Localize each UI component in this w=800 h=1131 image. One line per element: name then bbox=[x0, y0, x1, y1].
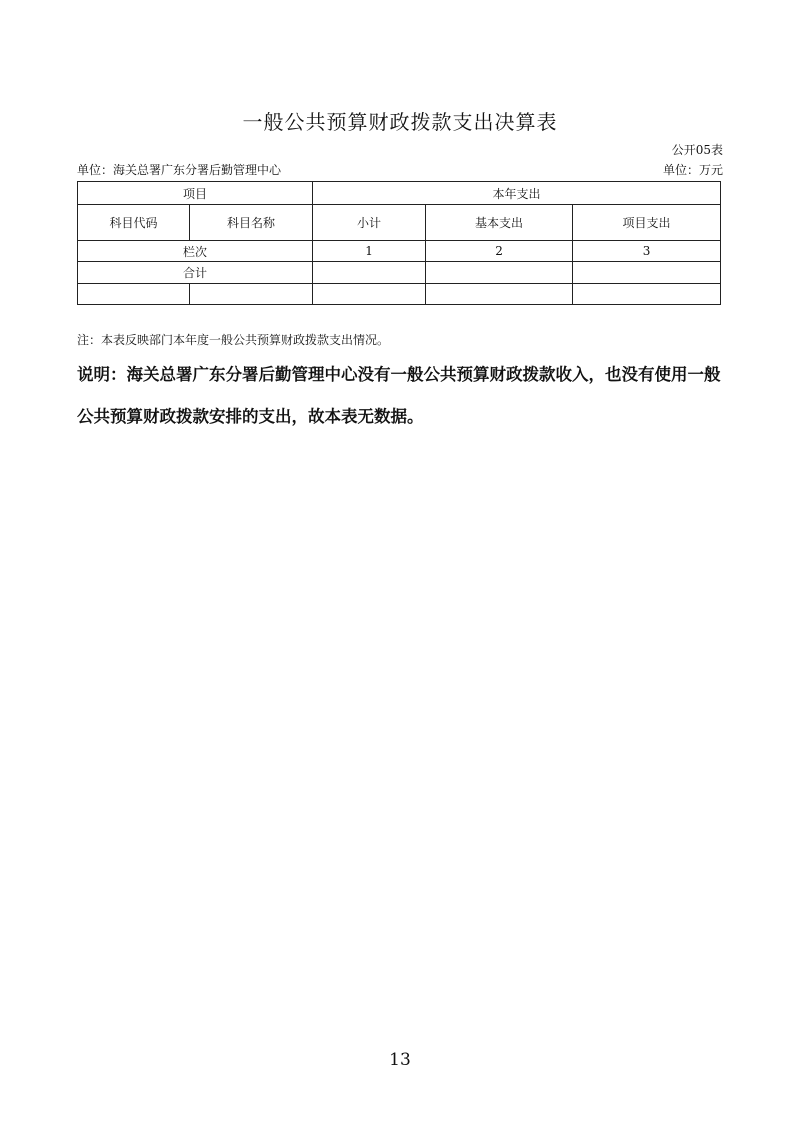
unit-row bbox=[77, 161, 723, 178]
table-subheader-row bbox=[78, 205, 721, 241]
total-subtotal-cell bbox=[313, 262, 426, 284]
page-number: 13 bbox=[389, 1050, 411, 1070]
index-3: 3 bbox=[573, 241, 721, 262]
table-note: 注：本表反映部门本年度一般公共预算财政拨款支出情况。 bbox=[77, 333, 390, 347]
index-2: 2 bbox=[426, 241, 573, 262]
table-row-blank bbox=[78, 284, 721, 305]
blank-basic-cell bbox=[426, 284, 573, 305]
unit-organization: 单位：海关总署广东分署后勤管理中心 bbox=[77, 163, 282, 177]
col-basic-expenditure: 基本支出 bbox=[426, 205, 573, 241]
description-text: 说明：海关总署广东分署后勤管理中心没有一般公共预算财政拨款收入，也没有使用一般公共预算财政拨款安排的支出，故本表无数据。 bbox=[77, 365, 721, 426]
blank-subtotal-cell bbox=[313, 284, 426, 305]
col-subject-code: 科目代码 bbox=[78, 205, 190, 241]
blank-code-cell bbox=[78, 284, 190, 305]
expenditure-table bbox=[77, 181, 721, 305]
row-index-label: 栏次 bbox=[78, 241, 313, 262]
page-title: 一般公共预算财政拨款支出决算表 bbox=[242, 110, 558, 134]
total-basic-cell bbox=[426, 262, 573, 284]
table-row-index bbox=[78, 241, 721, 262]
form-code: 公开05表 bbox=[671, 143, 723, 157]
index-1: 1 bbox=[313, 241, 426, 262]
header-project: 项目 bbox=[78, 182, 313, 205]
header-current-year-expenditure: 本年支出 bbox=[313, 182, 721, 205]
col-subtotal: 小计 bbox=[313, 205, 426, 241]
total-project-cell bbox=[573, 262, 721, 284]
col-project-expenditure: 项目支出 bbox=[573, 205, 721, 241]
blank-name-cell bbox=[190, 284, 313, 305]
col-subject-name: 科目名称 bbox=[190, 205, 313, 241]
row-total-label: 合计 bbox=[78, 262, 313, 284]
blank-project-cell bbox=[573, 284, 721, 305]
unit-currency: 单位：万元 bbox=[662, 163, 723, 177]
table-header-row bbox=[78, 182, 721, 205]
table-row-total bbox=[78, 262, 721, 284]
